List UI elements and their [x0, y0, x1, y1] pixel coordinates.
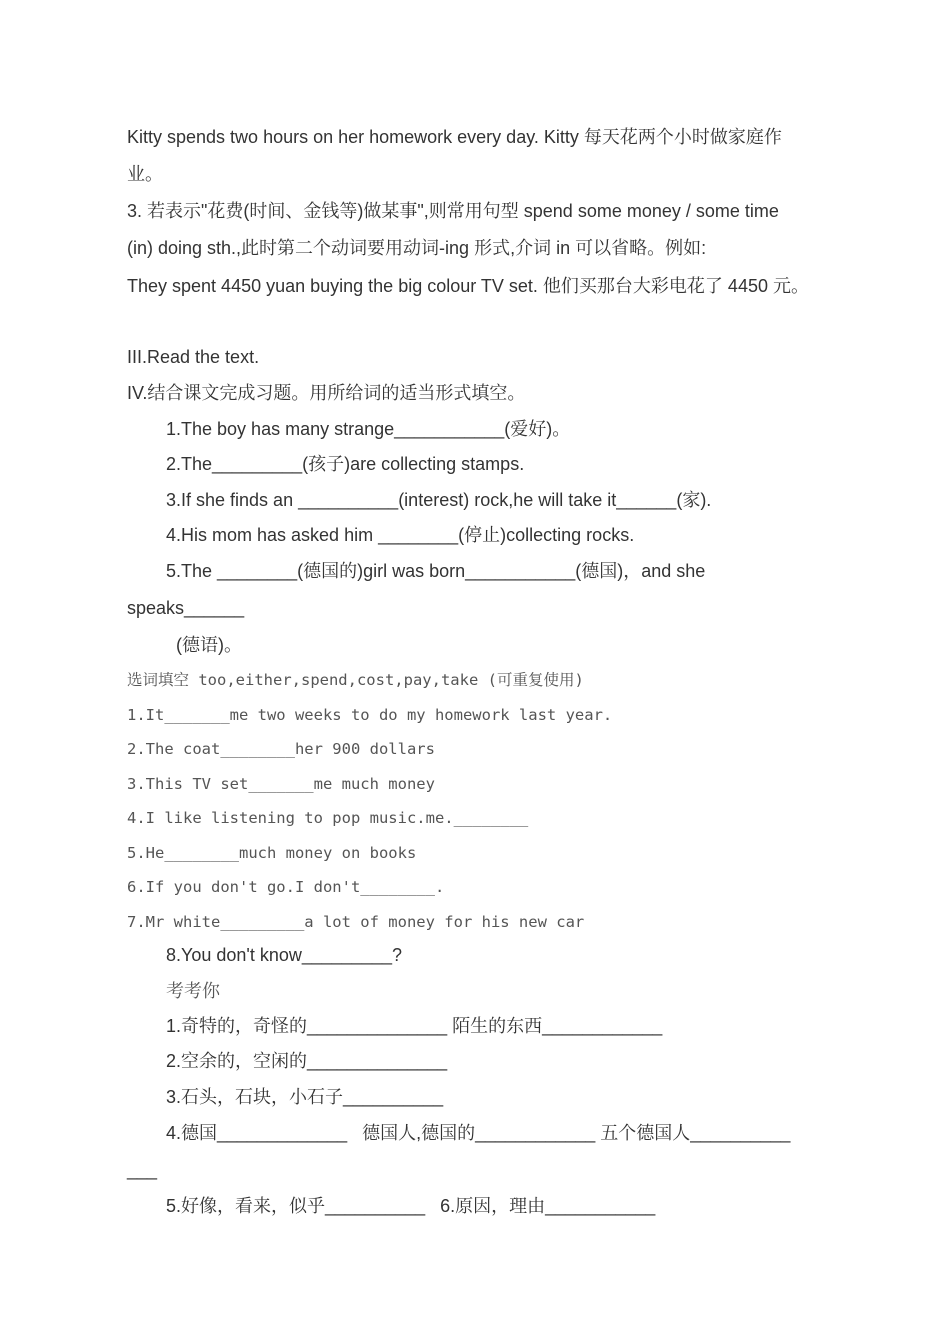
fill-item-2: 2.The_________(孩子)are collecting stamps.	[166, 454, 525, 474]
fill-item-3: 3.If she finds an __________(interest) rock,he will take it______(家).	[166, 490, 712, 510]
quiz-item-1: 1.奇特的，奇怪的______________ 陌生的东西____________	[166, 1016, 663, 1036]
quiz-item-2: 2.空余的，空闲的______________	[166, 1051, 448, 1071]
word-choice-item-2: 2.The coat________her 900 dollars	[127, 740, 435, 758]
word-choice-item-5: 5.He________much money on books	[127, 844, 417, 862]
word-choice-item-3: 3.This TV set_______me much money	[127, 775, 435, 793]
quiz-item-3: 3.石头，石块，小石子__________	[166, 1087, 444, 1107]
section-3-heading: III.Read the text.	[127, 347, 260, 367]
intro-line-5: They spent 4450 yuan buying the big colour TV set. 他们买那台大彩电花了 4450 元。	[127, 276, 809, 296]
fill-item-5-continued: speaks______	[127, 598, 245, 618]
quiz-item-4: 4.德国_____________ 德国人,德国的____________ 五个德国人__________	[166, 1123, 791, 1143]
quiz-item-4-continued: ___	[127, 1160, 158, 1180]
word-choice-item-7: 7.Mr white_________a lot of money for his new car	[127, 913, 585, 931]
word-choice-item-8: 8.You don't know_________?	[166, 945, 402, 965]
intro-line-3: 3. 若表示"花费(时间、金钱等)做某事",则常用句型 spend some money / some time	[127, 201, 779, 221]
intro-line-1: Kitty spends two hours on her homework every day. Kitty 每天花两个小时做家庭作	[127, 127, 782, 147]
fill-item-5-hint: (德语)。	[176, 635, 242, 655]
fill-item-1: 1.The boy has many strange___________(爱好)。	[166, 419, 571, 439]
quiz-heading: 考考你	[166, 981, 220, 1001]
intro-line-4: (in) doing sth.,此时第二个动词要用动词-ing 形式,介词 in 可以省略。例如:	[127, 238, 707, 258]
word-choice-heading: 选词填空 too,either,spend,cost,pay,take (可重复使用)	[127, 671, 584, 689]
fill-item-5: 5.The ________(德国的)girl was born___________(德国)，and she	[166, 561, 706, 581]
intro-line-2: 业。	[127, 164, 163, 184]
fill-item-4: 4.His mom has asked him ________(停止)collecting rocks.	[166, 525, 635, 545]
word-choice-item-4: 4.I like listening to pop music.me.________	[127, 809, 529, 827]
word-choice-item-1: 1.It_______me two weeks to do my homework last year.	[127, 706, 613, 724]
word-choice-item-6: 6.If you don't go.I don't________.	[127, 878, 445, 896]
section-4-heading: IV.结合课文完成习题。用所给词的适当形式填空。	[127, 383, 526, 403]
quiz-item-5-6: 5.好像，看来，似乎__________ 6.原因，理由___________	[166, 1196, 656, 1216]
